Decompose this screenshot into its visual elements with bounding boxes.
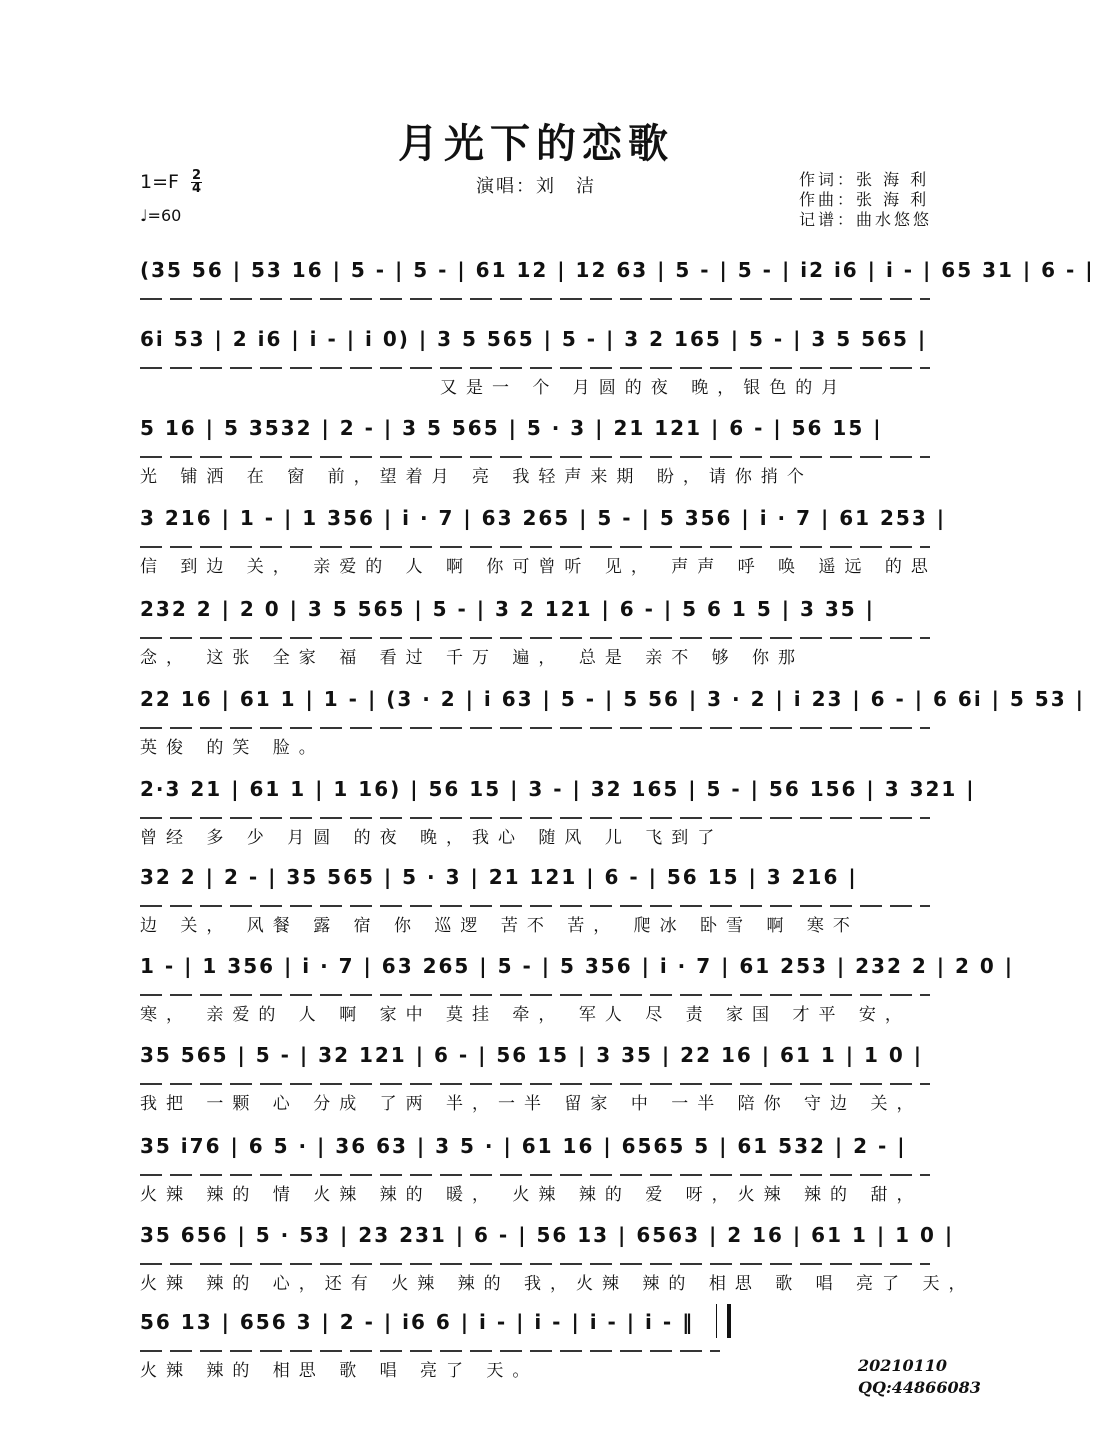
- lyric-line: 火辣 辣的 心，还有 火辣 辣的 我，火辣 辣的 相思 歌 唱 亮了 天，: [140, 1274, 975, 1294]
- lyric-line: 信 到边 关， 亲爱的 人 啊 你可曾听 见， 声声 呼 唤 遥远 的思: [140, 557, 937, 577]
- notation-line: 35 i76 | 6 5 · | 36 63 | 3 5 · | 61 16 | 6565 5 | 61 532 | 2 - |: [140, 1134, 907, 1158]
- transcriber-credit: 记谱：曲水悠悠: [798, 210, 932, 229]
- score-system: [140, 416, 930, 496]
- lyric-line: 曾经 多 少 月圆 的夜 晚，我心 随风 儿 飞到了: [140, 828, 724, 848]
- score-system: [140, 865, 930, 945]
- time-signature-top: 2: [191, 168, 201, 183]
- score-system: [140, 687, 1085, 767]
- lyric-line: 火辣 辣的 相思 歌 唱 亮了 天。: [140, 1361, 539, 1381]
- score-system: [140, 1223, 975, 1303]
- lyric-line: 又是一 个 月圆的夜 晚，银色的月: [440, 378, 848, 398]
- qq-contact: QQ:44866083: [858, 1378, 981, 1397]
- lyricist-credit: 作词：张 海 利: [798, 170, 930, 189]
- score-system: [140, 506, 947, 586]
- lyric-line: 火辣 辣的 情 火辣 辣的 暖， 火辣 辣的 爱 呀，火辣 辣的 甜，: [140, 1185, 923, 1205]
- composer-credit: 作曲：张 海 利: [798, 190, 930, 209]
- notation-line: 35 656 | 5 · 53 | 23 231 | 6 - | 56 13 | 6563 | 2 16 | 61 1 | 1 0 |: [140, 1223, 955, 1247]
- lyric-line: 念， 这张 全家 福 看过 千万 遍， 总是 亲不 够 你那: [140, 648, 805, 668]
- notation-line: 6i 53 | 2 i6 | i - | i 0) | 3 5 565 | 5 - | 3 2 165 | 5 - | 3 5 565 |: [140, 327, 928, 351]
- score-system: [140, 777, 976, 857]
- tempo-marking: ♩=60: [140, 206, 182, 225]
- key-label: 1=F: [140, 171, 179, 193]
- notation-line: 32 2 | 2 - | 35 565 | 5 · 3 | 21 121 | 6 - | 56 15 | 3 216 |: [140, 865, 858, 889]
- score-system: [140, 258, 1095, 338]
- date-text: 20210110: [858, 1356, 948, 1375]
- song-title: 月光下的恋歌: [398, 120, 674, 167]
- lyric-line: 我把 一颗 心 分成 了两 半，一半 留家 中 一半 陪你 守边 关，: [140, 1094, 923, 1114]
- lyric-line: 英俊 的笑 脸。: [140, 738, 325, 758]
- notation-line: 22 16 | 61 1 | 1 - | (3 · 2 | i 63 | 5 - | 5 56 | 3 · 2 | i 23 | 6 - | 6 6i | 5 53 |: [140, 687, 1085, 711]
- notation-line: 3 216 | 1 - | 1 356 | i · 7 | 63 265 | 5 - | 5 356 | i · 7 | 61 253 |: [140, 506, 947, 530]
- credits: [799, 170, 932, 230]
- notation-line: 56 13 | 656 3 | 2 - | i6 6 | i - | i - | i - | i - ‖: [140, 1310, 695, 1334]
- notation-line: 35 565 | 5 - | 32 121 | 6 - | 56 15 | 3 35 | 22 16 | 61 1 | 1 0 |: [140, 1043, 924, 1067]
- notation-line: 1 - | 1 356 | i · 7 | 63 265 | 5 - | 5 356 | i · 7 | 61 253 | 232 2 | 2 0 |: [140, 954, 1015, 978]
- notation-line: 5 16 | 5 3532 | 2 - | 3 5 565 | 5 · 3 | 21 121 | 6 - | 56 15 |: [140, 416, 883, 440]
- score-system: [140, 1134, 930, 1214]
- lyric-line: 边 关， 风餐 露 宿 你 巡逻 苦不 苦， 爬冰 卧雪 啊 寒不: [140, 916, 859, 936]
- notation-line: (35 56 | 53 16 | 5 - | 5 - | 61 12 | 12 63 | 5 - | 5 - | i2 i6 | i - | 65 31 | 6 - |: [140, 258, 1095, 282]
- score-system: [140, 1043, 930, 1123]
- final-barline: [716, 1304, 731, 1338]
- date-stamp: [858, 1355, 981, 1399]
- score-system: [140, 1310, 720, 1390]
- score-system: [140, 327, 930, 407]
- notation-line: 2·3 21 | 61 1 | 1 16) | 56 15 | 3 - | 32 165 | 5 - | 56 156 | 3 321 |: [140, 777, 976, 801]
- notation-line: 232 2 | 2 0 | 3 5 565 | 5 - | 3 2 121 | 6 - | 5 6 1 5 | 3 35 |: [140, 597, 875, 621]
- singer-line: 演唱：刘 洁: [476, 176, 596, 197]
- lyric-line: 寒， 亲爱的 人 啊 家中 莫挂 牵， 军人 尽 责 家国 才平 安，: [140, 1005, 911, 1025]
- time-signature-bottom: 4: [191, 181, 201, 196]
- score-system: [140, 597, 930, 677]
- score-system: [140, 954, 1015, 1034]
- lyric-line: 光 铺洒 在 窗 前，望着月 亮 我轻声来期 盼，请你捎个: [140, 467, 813, 487]
